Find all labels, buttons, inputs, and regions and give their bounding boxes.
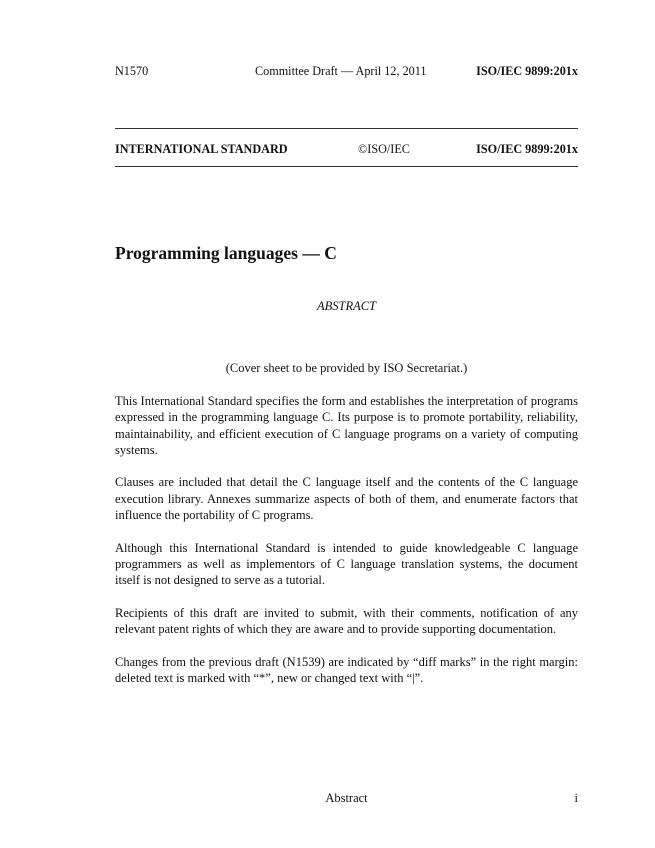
bottom-rule	[115, 166, 578, 167]
standard-id-band: ISO/IEC 9899:201x	[476, 142, 578, 156]
running-header	[115, 64, 578, 80]
draft-status: Committee Draft — April 12, 2011	[255, 64, 427, 78]
standard-id: ISO/IEC 9899:201x	[476, 64, 578, 78]
abstract-paragraph: Although this International Standard is intended to guide knowledgeable C language programmers as well as implementors of C language translation systems, the document itself is not designed to serve as a tutorial.	[115, 540, 578, 588]
abstract-body	[115, 393, 578, 703]
page-number: i	[574, 791, 578, 805]
top-rule	[115, 128, 578, 129]
cover-sheet-note: (Cover sheet to be provided by ISO Secretariat.)	[225, 361, 468, 375]
abstract-paragraph: Changes from the previous draft (N1539) are indicated by “diff marks” in the right margin: deleted text is marked with “*”, new or changed text with “|”.	[115, 654, 578, 686]
abstract-paragraph: Clauses are included that detail the C language itself and the contents of the C language execution library. Annexes summarize aspects of both of them, and enumerate factors that influence the portability of C programs.	[115, 475, 578, 523]
abstract-heading: ABSTRACT	[316, 299, 377, 313]
standard-band	[115, 142, 578, 158]
document-title: Programming languages — C	[115, 243, 337, 263]
doc-number: N1570	[115, 64, 149, 78]
footer-section: Abstract	[325, 791, 368, 805]
abstract-paragraph: Recipients of this draft are invited to submit, with their comments, notification of any relevant patent rights of which they are aware and to provide supporting documentation.	[115, 605, 578, 637]
copyright-notice: ©ISO/IEC	[358, 142, 410, 156]
standard-label: INTERNATIONAL STANDARD	[115, 142, 288, 156]
abstract-paragraph: This International Standard specifies the form and establishes the interpretation of programs expressed in the programming language C. Its purpose is to promote portability, reliability, maintainability, and efficient execution of C language programs on a variety of computing systems.	[115, 394, 578, 457]
page-footer	[115, 791, 578, 807]
